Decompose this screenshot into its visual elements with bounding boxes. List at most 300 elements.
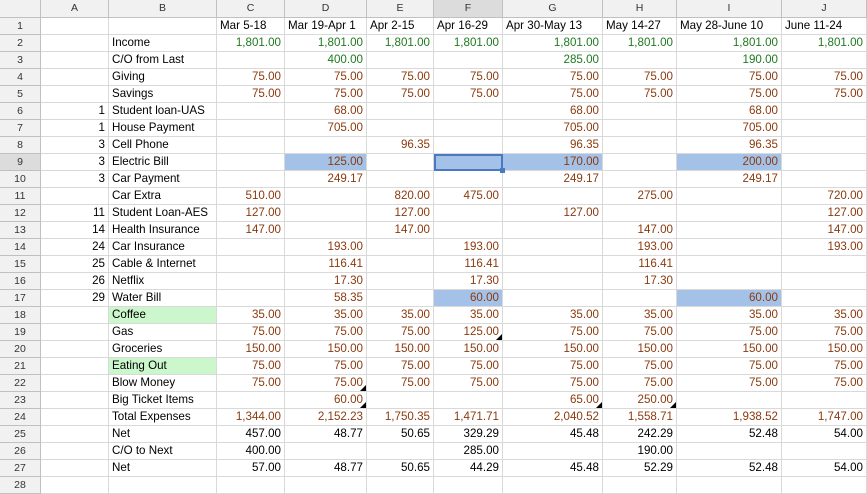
cell-b21[interactable]: Eating Out bbox=[109, 358, 217, 375]
cell-g15[interactable] bbox=[503, 256, 603, 273]
cell-g27[interactable]: 45.48 bbox=[503, 460, 603, 477]
cell-d11[interactable] bbox=[285, 188, 367, 205]
cell-i19[interactable]: 75.00 bbox=[677, 324, 782, 341]
cell-a19[interactable] bbox=[41, 324, 109, 341]
cell-d26[interactable] bbox=[285, 443, 367, 460]
cell-c4[interactable]: 75.00 bbox=[217, 69, 285, 86]
cell-h7[interactable] bbox=[603, 120, 677, 137]
cell-b8[interactable]: Cell Phone bbox=[109, 137, 217, 154]
cell-e20[interactable]: 150.00 bbox=[367, 341, 434, 358]
cell-h8[interactable] bbox=[603, 137, 677, 154]
cell-c19[interactable]: 75.00 bbox=[217, 324, 285, 341]
cell-i2[interactable]: 1,801.00 bbox=[677, 35, 782, 52]
cell-b12[interactable]: Student Loan-AES bbox=[109, 205, 217, 222]
cell-e25[interactable]: 50.65 bbox=[367, 426, 434, 443]
cell-d8[interactable] bbox=[285, 137, 367, 154]
cell-b15[interactable]: Cable & Internet bbox=[109, 256, 217, 273]
cell-j10[interactable] bbox=[782, 171, 867, 188]
cell-d19[interactable]: 75.00 bbox=[285, 324, 367, 341]
cell-f3[interactable] bbox=[434, 52, 503, 69]
cell-b7[interactable]: House Payment bbox=[109, 120, 217, 137]
column-header-b[interactable]: B bbox=[109, 0, 217, 18]
cell-j27[interactable]: 54.00 bbox=[782, 460, 867, 477]
cell-h4[interactable]: 75.00 bbox=[603, 69, 677, 86]
cell-c17[interactable] bbox=[217, 290, 285, 307]
cell-h1[interactable]: May 14-27 bbox=[603, 18, 677, 35]
cell-d16[interactable]: 17.30 bbox=[285, 273, 367, 290]
cell-c12[interactable]: 127.00 bbox=[217, 205, 285, 222]
cell-e6[interactable] bbox=[367, 103, 434, 120]
cell-h11[interactable]: 275.00 bbox=[603, 188, 677, 205]
cell-h13[interactable]: 147.00 bbox=[603, 222, 677, 239]
cell-i8[interactable]: 96.35 bbox=[677, 137, 782, 154]
column-header-j[interactable]: J bbox=[782, 0, 867, 18]
cell-e8[interactable]: 96.35 bbox=[367, 137, 434, 154]
row-header[interactable]: 23 bbox=[0, 392, 41, 409]
cell-d13[interactable] bbox=[285, 222, 367, 239]
cell-h23[interactable]: 250.00 bbox=[603, 392, 677, 409]
cell-d27[interactable]: 48.77 bbox=[285, 460, 367, 477]
cell-g19[interactable]: 75.00 bbox=[503, 324, 603, 341]
cell-g3[interactable]: 285.00 bbox=[503, 52, 603, 69]
cell-a4[interactable] bbox=[41, 69, 109, 86]
cell-i23[interactable] bbox=[677, 392, 782, 409]
cell-a8[interactable]: 3 bbox=[41, 137, 109, 154]
cell-j18[interactable]: 35.00 bbox=[782, 307, 867, 324]
cell-j7[interactable] bbox=[782, 120, 867, 137]
cell-h15[interactable]: 116.41 bbox=[603, 256, 677, 273]
cell-d5[interactable]: 75.00 bbox=[285, 86, 367, 103]
cell-j13[interactable]: 147.00 bbox=[782, 222, 867, 239]
cell-f20[interactable]: 150.00 bbox=[434, 341, 503, 358]
cell-f18[interactable]: 35.00 bbox=[434, 307, 503, 324]
cell-d6[interactable]: 68.00 bbox=[285, 103, 367, 120]
cell-c22[interactable]: 75.00 bbox=[217, 375, 285, 392]
cell-g21[interactable]: 75.00 bbox=[503, 358, 603, 375]
cell-j14[interactable]: 193.00 bbox=[782, 239, 867, 256]
cell-c8[interactable] bbox=[217, 137, 285, 154]
cell-g18[interactable]: 35.00 bbox=[503, 307, 603, 324]
cell-i16[interactable] bbox=[677, 273, 782, 290]
fill-handle[interactable] bbox=[500, 168, 505, 173]
cell-a26[interactable] bbox=[41, 443, 109, 460]
row-header[interactable]: 3 bbox=[0, 52, 41, 69]
cell-i22[interactable]: 75.00 bbox=[677, 375, 782, 392]
cell-b27[interactable]: Net bbox=[109, 460, 217, 477]
cell-c16[interactable] bbox=[217, 273, 285, 290]
column-header-h[interactable]: H bbox=[603, 0, 677, 18]
row-header[interactable]: 4 bbox=[0, 69, 41, 86]
cell-a7[interactable]: 1 bbox=[41, 120, 109, 137]
column-header-c[interactable]: C bbox=[217, 0, 285, 18]
cell-i15[interactable] bbox=[677, 256, 782, 273]
row-header[interactable]: 12 bbox=[0, 205, 41, 222]
column-header-i[interactable]: I bbox=[677, 0, 782, 18]
cell-d18[interactable]: 35.00 bbox=[285, 307, 367, 324]
cell-e3[interactable] bbox=[367, 52, 434, 69]
cell-e22[interactable]: 75.00 bbox=[367, 375, 434, 392]
cell-c6[interactable] bbox=[217, 103, 285, 120]
cell-c20[interactable]: 150.00 bbox=[217, 341, 285, 358]
column-header-a[interactable]: A bbox=[41, 0, 109, 18]
cell-e24[interactable]: 1,750.35 bbox=[367, 409, 434, 426]
row-header[interactable]: 11 bbox=[0, 188, 41, 205]
cell-a27[interactable] bbox=[41, 460, 109, 477]
cell-j22[interactable]: 75.00 bbox=[782, 375, 867, 392]
cell-g7[interactable]: 705.00 bbox=[503, 120, 603, 137]
row-header[interactable]: 14 bbox=[0, 239, 41, 256]
cell-a15[interactable]: 25 bbox=[41, 256, 109, 273]
cell-j25[interactable]: 54.00 bbox=[782, 426, 867, 443]
cell-b17[interactable]: Water Bill bbox=[109, 290, 217, 307]
cell-a23[interactable] bbox=[41, 392, 109, 409]
cell-h24[interactable]: 1,558.71 bbox=[603, 409, 677, 426]
cell-e23[interactable] bbox=[367, 392, 434, 409]
cell-h14[interactable]: 193.00 bbox=[603, 239, 677, 256]
row-header[interactable]: 16 bbox=[0, 273, 41, 290]
row-header[interactable]: 18 bbox=[0, 307, 41, 324]
cell-e28[interactable] bbox=[367, 477, 434, 494]
cell-d7[interactable]: 705.00 bbox=[285, 120, 367, 137]
cell-f1[interactable]: Apr 16-29 bbox=[434, 18, 503, 35]
row-header[interactable]: 19 bbox=[0, 324, 41, 341]
cell-d25[interactable]: 48.77 bbox=[285, 426, 367, 443]
cell-a6[interactable]: 1 bbox=[41, 103, 109, 120]
cell-b26[interactable]: C/O to Next bbox=[109, 443, 217, 460]
cell-d10[interactable]: 249.17 bbox=[285, 171, 367, 188]
cell-c9[interactable] bbox=[217, 154, 285, 171]
cell-h2[interactable]: 1,801.00 bbox=[603, 35, 677, 52]
row-header[interactable]: 22 bbox=[0, 375, 41, 392]
cell-f23[interactable] bbox=[434, 392, 503, 409]
cell-a14[interactable]: 24 bbox=[41, 239, 109, 256]
cell-g5[interactable]: 75.00 bbox=[503, 86, 603, 103]
cell-c11[interactable]: 510.00 bbox=[217, 188, 285, 205]
cell-h26[interactable]: 190.00 bbox=[603, 443, 677, 460]
cell-h18[interactable]: 35.00 bbox=[603, 307, 677, 324]
row-header[interactable]: 17 bbox=[0, 290, 41, 307]
cell-b6[interactable]: Student loan-UAS bbox=[109, 103, 217, 120]
cell-b11[interactable]: Car Extra bbox=[109, 188, 217, 205]
cell-b10[interactable]: Car Payment bbox=[109, 171, 217, 188]
cell-j1[interactable]: June 11-24 bbox=[782, 18, 867, 35]
cell-b22[interactable]: Blow Money bbox=[109, 375, 217, 392]
cell-f22[interactable]: 75.00 bbox=[434, 375, 503, 392]
cell-a16[interactable]: 26 bbox=[41, 273, 109, 290]
cell-b28[interactable] bbox=[109, 477, 217, 494]
cell-a25[interactable] bbox=[41, 426, 109, 443]
cell-b23[interactable]: Big Ticket Items bbox=[109, 392, 217, 409]
cell-g25[interactable]: 45.48 bbox=[503, 426, 603, 443]
cell-d1[interactable]: Mar 19-Apr 1 bbox=[285, 18, 367, 35]
cell-g1[interactable]: Apr 30-May 13 bbox=[503, 18, 603, 35]
row-header[interactable]: 24 bbox=[0, 409, 41, 426]
cell-h25[interactable]: 242.29 bbox=[603, 426, 677, 443]
cell-j26[interactable] bbox=[782, 443, 867, 460]
row-header[interactable]: 21 bbox=[0, 358, 41, 375]
cell-g9[interactable]: 170.00 bbox=[503, 154, 603, 171]
cell-d9[interactable]: 125.00 bbox=[285, 154, 367, 171]
cell-g8[interactable]: 96.35 bbox=[503, 137, 603, 154]
cell-j8[interactable] bbox=[782, 137, 867, 154]
cell-h10[interactable] bbox=[603, 171, 677, 188]
cell-g10[interactable]: 249.17 bbox=[503, 171, 603, 188]
cell-b5[interactable]: Savings bbox=[109, 86, 217, 103]
cell-j24[interactable]: 1,747.00 bbox=[782, 409, 867, 426]
cell-a17[interactable]: 29 bbox=[41, 290, 109, 307]
cell-a21[interactable] bbox=[41, 358, 109, 375]
cell-g28[interactable] bbox=[503, 477, 603, 494]
row-header[interactable]: 7 bbox=[0, 120, 41, 137]
cell-e7[interactable] bbox=[367, 120, 434, 137]
cell-i21[interactable]: 75.00 bbox=[677, 358, 782, 375]
cell-e27[interactable]: 50.65 bbox=[367, 460, 434, 477]
cell-b4[interactable]: Giving bbox=[109, 69, 217, 86]
cell-a12[interactable]: 11 bbox=[41, 205, 109, 222]
cell-g22[interactable]: 75.00 bbox=[503, 375, 603, 392]
cell-a1[interactable] bbox=[41, 18, 109, 35]
row-header[interactable]: 10 bbox=[0, 171, 41, 188]
cell-j19[interactable]: 75.00 bbox=[782, 324, 867, 341]
cell-j21[interactable]: 75.00 bbox=[782, 358, 867, 375]
cell-f17[interactable]: 60.00 bbox=[434, 290, 503, 307]
cell-c5[interactable]: 75.00 bbox=[217, 86, 285, 103]
cell-i6[interactable]: 68.00 bbox=[677, 103, 782, 120]
cell-h27[interactable]: 52.29 bbox=[603, 460, 677, 477]
row-header[interactable]: 26 bbox=[0, 443, 41, 460]
cell-e13[interactable]: 147.00 bbox=[367, 222, 434, 239]
cell-i4[interactable]: 75.00 bbox=[677, 69, 782, 86]
cell-j15[interactable] bbox=[782, 256, 867, 273]
cell-g13[interactable] bbox=[503, 222, 603, 239]
cell-f5[interactable]: 75.00 bbox=[434, 86, 503, 103]
cell-f13[interactable] bbox=[434, 222, 503, 239]
cell-i9[interactable]: 200.00 bbox=[677, 154, 782, 171]
cell-f2[interactable]: 1,801.00 bbox=[434, 35, 503, 52]
cell-j9[interactable] bbox=[782, 154, 867, 171]
cell-b19[interactable]: Gas bbox=[109, 324, 217, 341]
cell-c21[interactable]: 75.00 bbox=[217, 358, 285, 375]
cell-c15[interactable] bbox=[217, 256, 285, 273]
cell-d22[interactable]: 75.00 bbox=[285, 375, 367, 392]
cell-c28[interactable] bbox=[217, 477, 285, 494]
cell-e26[interactable] bbox=[367, 443, 434, 460]
cell-a20[interactable] bbox=[41, 341, 109, 358]
cell-b25[interactable]: Net bbox=[109, 426, 217, 443]
cell-g2[interactable]: 1,801.00 bbox=[503, 35, 603, 52]
row-header[interactable]: 5 bbox=[0, 86, 41, 103]
cell-g24[interactable]: 2,040.52 bbox=[503, 409, 603, 426]
cell-f4[interactable]: 75.00 bbox=[434, 69, 503, 86]
cell-i18[interactable]: 35.00 bbox=[677, 307, 782, 324]
cell-f10[interactable] bbox=[434, 171, 503, 188]
cell-b9[interactable]: Electric Bill bbox=[109, 154, 217, 171]
cell-c14[interactable] bbox=[217, 239, 285, 256]
cell-h28[interactable] bbox=[603, 477, 677, 494]
cell-c10[interactable] bbox=[217, 171, 285, 188]
cell-a3[interactable] bbox=[41, 52, 109, 69]
cell-i12[interactable] bbox=[677, 205, 782, 222]
cell-f12[interactable] bbox=[434, 205, 503, 222]
cell-j16[interactable] bbox=[782, 273, 867, 290]
cell-c23[interactable] bbox=[217, 392, 285, 409]
cell-d3[interactable]: 400.00 bbox=[285, 52, 367, 69]
cell-j12[interactable]: 127.00 bbox=[782, 205, 867, 222]
cell-i20[interactable]: 150.00 bbox=[677, 341, 782, 358]
cell-e14[interactable] bbox=[367, 239, 434, 256]
cell-f8[interactable] bbox=[434, 137, 503, 154]
cell-c27[interactable]: 57.00 bbox=[217, 460, 285, 477]
cell-c13[interactable]: 147.00 bbox=[217, 222, 285, 239]
cell-e18[interactable]: 35.00 bbox=[367, 307, 434, 324]
cell-j23[interactable] bbox=[782, 392, 867, 409]
cell-h3[interactable] bbox=[603, 52, 677, 69]
column-header-e[interactable]: E bbox=[367, 0, 434, 18]
cell-f25[interactable]: 329.29 bbox=[434, 426, 503, 443]
cell-a5[interactable] bbox=[41, 86, 109, 103]
cell-a2[interactable] bbox=[41, 35, 109, 52]
cell-i13[interactable] bbox=[677, 222, 782, 239]
cell-h22[interactable]: 75.00 bbox=[603, 375, 677, 392]
cell-a10[interactable]: 3 bbox=[41, 171, 109, 188]
cell-j28[interactable] bbox=[782, 477, 867, 494]
row-header[interactable]: 20 bbox=[0, 341, 41, 358]
cell-h19[interactable]: 75.00 bbox=[603, 324, 677, 341]
cell-a22[interactable] bbox=[41, 375, 109, 392]
cell-d28[interactable] bbox=[285, 477, 367, 494]
cell-b16[interactable]: Netflix bbox=[109, 273, 217, 290]
cell-e15[interactable] bbox=[367, 256, 434, 273]
cell-d20[interactable]: 150.00 bbox=[285, 341, 367, 358]
row-header[interactable]: 13 bbox=[0, 222, 41, 239]
cell-a24[interactable] bbox=[41, 409, 109, 426]
cell-d24[interactable]: 2,152.23 bbox=[285, 409, 367, 426]
cell-f24[interactable]: 1,471.71 bbox=[434, 409, 503, 426]
cell-g26[interactable] bbox=[503, 443, 603, 460]
cell-b24[interactable]: Total Expenses bbox=[109, 409, 217, 426]
row-header[interactable]: 28 bbox=[0, 477, 41, 494]
cell-e5[interactable]: 75.00 bbox=[367, 86, 434, 103]
cell-c2[interactable]: 1,801.00 bbox=[217, 35, 285, 52]
cell-f6[interactable] bbox=[434, 103, 503, 120]
cell-a11[interactable] bbox=[41, 188, 109, 205]
selected-cell-f9[interactable] bbox=[434, 154, 503, 171]
cell-e1[interactable]: Apr 2-15 bbox=[367, 18, 434, 35]
cell-b20[interactable]: Groceries bbox=[109, 341, 217, 358]
row-header[interactable]: 27 bbox=[0, 460, 41, 477]
column-header-g[interactable]: G bbox=[503, 0, 603, 18]
cell-h21[interactable]: 75.00 bbox=[603, 358, 677, 375]
cell-f19[interactable]: 125.00 bbox=[434, 324, 503, 341]
cell-i28[interactable] bbox=[677, 477, 782, 494]
cell-e4[interactable]: 75.00 bbox=[367, 69, 434, 86]
column-header-d[interactable]: D bbox=[285, 0, 367, 18]
cell-a18[interactable] bbox=[41, 307, 109, 324]
cell-a13[interactable]: 14 bbox=[41, 222, 109, 239]
cell-i27[interactable]: 52.48 bbox=[677, 460, 782, 477]
cell-d15[interactable]: 116.41 bbox=[285, 256, 367, 273]
cell-j6[interactable] bbox=[782, 103, 867, 120]
cell-f7[interactable] bbox=[434, 120, 503, 137]
cell-j5[interactable]: 75.00 bbox=[782, 86, 867, 103]
cell-f11[interactable]: 475.00 bbox=[434, 188, 503, 205]
cell-b1[interactable] bbox=[109, 18, 217, 35]
cell-i24[interactable]: 1,938.52 bbox=[677, 409, 782, 426]
row-header[interactable]: 9 bbox=[0, 154, 41, 171]
cell-a9[interactable]: 3 bbox=[41, 154, 109, 171]
cell-d2[interactable]: 1,801.00 bbox=[285, 35, 367, 52]
cell-g11[interactable] bbox=[503, 188, 603, 205]
cell-i26[interactable] bbox=[677, 443, 782, 460]
cell-g6[interactable]: 68.00 bbox=[503, 103, 603, 120]
cell-j20[interactable]: 150.00 bbox=[782, 341, 867, 358]
cell-b14[interactable]: Car Insurance bbox=[109, 239, 217, 256]
cell-c7[interactable] bbox=[217, 120, 285, 137]
cell-e2[interactable]: 1,801.00 bbox=[367, 35, 434, 52]
row-header[interactable]: 1 bbox=[0, 18, 41, 35]
cell-c24[interactable]: 1,344.00 bbox=[217, 409, 285, 426]
cell-e21[interactable]: 75.00 bbox=[367, 358, 434, 375]
cell-c25[interactable]: 457.00 bbox=[217, 426, 285, 443]
cell-i17[interactable]: 60.00 bbox=[677, 290, 782, 307]
row-header[interactable]: 2 bbox=[0, 35, 41, 52]
cell-i5[interactable]: 75.00 bbox=[677, 86, 782, 103]
cell-e9[interactable] bbox=[367, 154, 434, 171]
cell-g12[interactable]: 127.00 bbox=[503, 205, 603, 222]
cell-j2[interactable]: 1,801.00 bbox=[782, 35, 867, 52]
cell-f15[interactable]: 116.41 bbox=[434, 256, 503, 273]
cell-c26[interactable]: 400.00 bbox=[217, 443, 285, 460]
cell-j11[interactable]: 720.00 bbox=[782, 188, 867, 205]
cell-j3[interactable] bbox=[782, 52, 867, 69]
row-header[interactable]: 15 bbox=[0, 256, 41, 273]
cell-g4[interactable]: 75.00 bbox=[503, 69, 603, 86]
cell-i3[interactable]: 190.00 bbox=[677, 52, 782, 69]
cell-g16[interactable] bbox=[503, 273, 603, 290]
cell-j17[interactable] bbox=[782, 290, 867, 307]
cell-g14[interactable] bbox=[503, 239, 603, 256]
cell-i25[interactable]: 52.48 bbox=[677, 426, 782, 443]
cell-g20[interactable]: 150.00 bbox=[503, 341, 603, 358]
cell-i14[interactable] bbox=[677, 239, 782, 256]
cell-h5[interactable]: 75.00 bbox=[603, 86, 677, 103]
cell-j4[interactable]: 75.00 bbox=[782, 69, 867, 86]
cell-g17[interactable] bbox=[503, 290, 603, 307]
cell-i10[interactable]: 249.17 bbox=[677, 171, 782, 188]
cell-h9[interactable] bbox=[603, 154, 677, 171]
cell-h12[interactable] bbox=[603, 205, 677, 222]
cell-c3[interactable] bbox=[217, 52, 285, 69]
cell-h20[interactable]: 150.00 bbox=[603, 341, 677, 358]
cell-f28[interactable] bbox=[434, 477, 503, 494]
cell-d12[interactable] bbox=[285, 205, 367, 222]
cell-h6[interactable] bbox=[603, 103, 677, 120]
cell-d23[interactable]: 60.00 bbox=[285, 392, 367, 409]
cell-e12[interactable]: 127.00 bbox=[367, 205, 434, 222]
row-header[interactable]: 8 bbox=[0, 137, 41, 154]
cell-h16[interactable]: 17.30 bbox=[603, 273, 677, 290]
cell-g23[interactable]: 65.00 bbox=[503, 392, 603, 409]
cell-f14[interactable]: 193.00 bbox=[434, 239, 503, 256]
cell-f27[interactable]: 44.29 bbox=[434, 460, 503, 477]
cell-i11[interactable] bbox=[677, 188, 782, 205]
cell-d21[interactable]: 75.00 bbox=[285, 358, 367, 375]
column-header-f[interactable]: F bbox=[434, 0, 503, 18]
cell-b18[interactable]: Coffee bbox=[109, 307, 217, 324]
cell-e10[interactable] bbox=[367, 171, 434, 188]
cell-c1[interactable]: Mar 5-18 bbox=[217, 18, 285, 35]
cell-c18[interactable]: 35.00 bbox=[217, 307, 285, 324]
